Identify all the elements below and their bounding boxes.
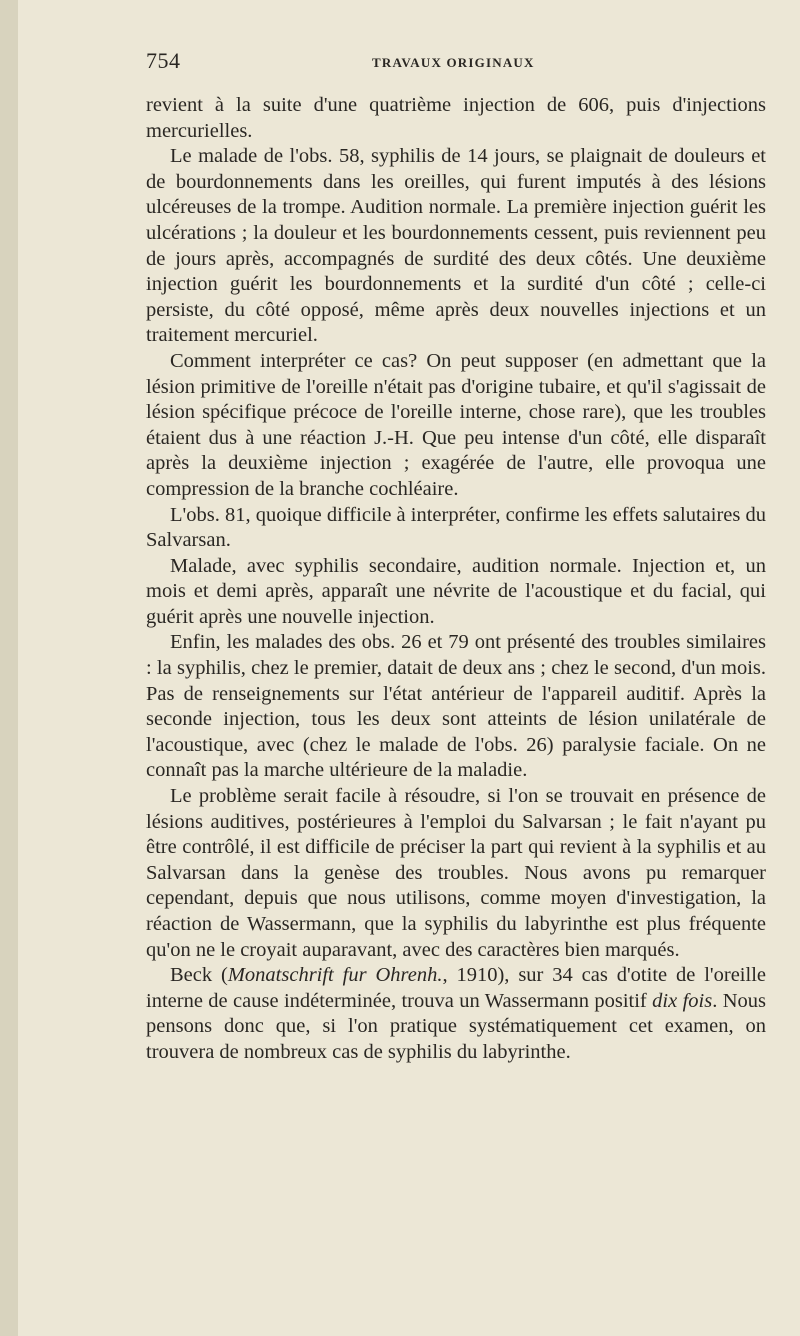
page-gutter-shadow: [0, 0, 18, 1336]
body-text: [146, 93, 766, 1066]
paragraph-obs-81: L'obs. 81, quoique difficile à interpréter, confirme les effets salutaires du Salvarsan.: [146, 503, 766, 552]
paragraph-interpretation: Comment interpréter ce cas? On peut supposer (en admettant que la lésion primitive de l'oreille n'était pas d'origine tubaire, et qu'il s'agissait de lésion spécifique précoce de l'oreille interne, chose rare), que les troubles étaient dus à une réaction J.-H. Que peu intense d'un côté, elle disparaît après la deuxième injection ; exagérée de l'autre, elle provoqua une compression de la branche cochléaire.: [146, 349, 766, 500]
paragraph-secondary-syphilis: Malade, avec syphilis secondaire, audition normale. Injection et, un mois et demi après, apparaît une névrite de l'acoustique et du facial, qui guérit après une nouvelle injection.: [146, 554, 766, 628]
paragraph-continuation: revient à la suite d'une quatrième injection de 606, puis d'injections mercurielles.: [146, 94, 766, 142]
journal-citation: Monatschrift fur Ohrenh.: [227, 964, 443, 987]
page-header: [146, 46, 766, 76]
beck-text-part2: , 1910), sur 34 cas d'otite de l'oreille interne de cause indéterminée, trouva un Wassermann positif: [146, 964, 766, 1012]
beck-text-part3: . Nous pensons donc que, si l'on pratique systématiquement cet examen, on trouvera de nombreux cas de syphilis du labyrinthe.: [146, 989, 766, 1063]
beck-text-part1: Beck (: [170, 964, 228, 987]
paragraph-beck: [146, 963, 766, 1065]
paragraph-obs-58: Le malade de l'obs. 58, syphilis de 14 jours, se plaignait de douleurs et de bourdonnements dans les oreilles, qui furent imputés à des lésions ulcéreuses de la trompe. Audition normale. La première injection guérit les ulcérations ; la douleur et les bourdonnements cessent, puis reviennent peu de jours après, accompagnés de surdité des deux côtés. Une deuxième injection guérit les bourdonnements et la surdité d'un côté ; celle-ci persiste, du côté opposé, même après deux nouvelles injections et un traitement mercuriel.: [146, 145, 766, 347]
emphasis-dix-fois: dix fois: [652, 989, 713, 1012]
running-title: TRAVAUX ORIGINAUX: [372, 55, 535, 70]
paragraph-obs-26-79: Enfin, les malades des obs. 26 et 79 ont présenté des troubles similaires : la syphilis, chez le premier, datait de deux ans ; chez le second, d'un mois. Pas de renseignements sur l'état antérieur de l'appareil auditif. Après la seconde injection, tous les deux sont atteints de lésion unilatérale de l'acoustique, avec (chez le malade de l'obs. 26) paralysie faciale. On ne connaît pas la marche ultérieure de la maladie.: [146, 631, 766, 782]
page-number: 754: [146, 48, 181, 73]
paragraph-problem: Le problème serait facile à résoudre, si l'on se trouvait en présence de lésions auditives, postérieures à l'emploi du Salvarsan ; le fait n'ayant pu être contrôlé, il est difficile de préciser la part qui revient à la syphilis et au Salvarsan dans la genèse des troubles. Nous avons pu remarquer cependant, depuis que nous utilisons, comme moyen d'investigation, la réaction de Wassermann, que la syphilis du labyrinthe est plus fréquente qu'on ne le croyait auparavant, avec des caractères bien marqués.: [146, 785, 766, 961]
